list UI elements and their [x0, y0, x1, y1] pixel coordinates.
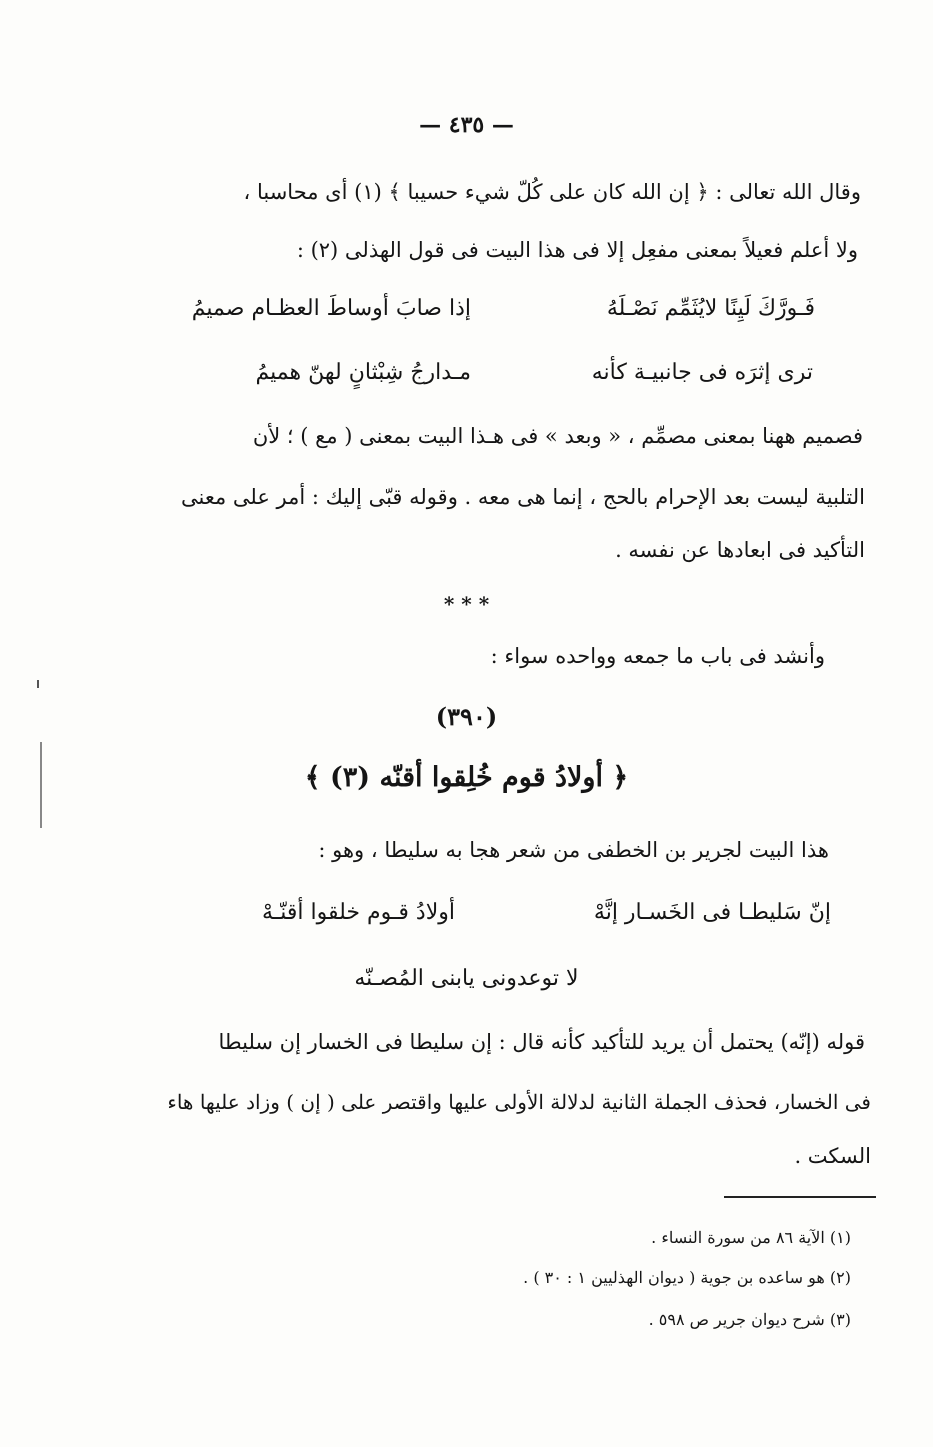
entry-number: (٣٩٠) [435, 702, 498, 731]
text-line-8: قوله (إنّه) يحتمل أن يريد للتأكيد كأنه قال : إن سليطا فى الخسار إن سليطا [218, 1030, 865, 1054]
footnote-2: (٢) هو ساعده بن جوية ( ديوان الهذليين ١ : ٣٠ ) . [523, 1268, 851, 1287]
verse-3-second-hemistich: أولادُ قـوم خلقوا أقنّـهْ [261, 900, 455, 925]
section-separator: * * * [443, 592, 490, 616]
text-line-10: السكت . [794, 1144, 871, 1168]
verse-2-second-hemistich: مـدارجُ شِبْثانٍ لهنّ هميمُ [255, 360, 471, 385]
text-line-5: التأكيد فى ابعادها عن نفسه . [615, 538, 865, 562]
footnote-divider [724, 1196, 876, 1198]
text-line-2: ولا أعلم فعيلاً بمعنى مفعِل إلا فى هذا البيت فى قول الهذلى (٢) : [296, 238, 858, 262]
scan-mark [40, 742, 42, 828]
text-line-4: التلبية ليست بعد الإحرام بالحج ، إنما هى معه . وقوله قبّى إليك : أمر على معنى [181, 485, 865, 509]
text-line-9: فى الخسار، فحذف الجملة الثانية لدلالة الأولى عليها واقتصر على ( إن ) وزاد عليها هاء [167, 1090, 871, 1114]
page-number: — ٤٣٥ — [419, 112, 514, 138]
verse-2-first-hemistich: ترى إثرَه فى جانبيـة كأنه [591, 360, 813, 385]
verse-4: لا توعدونى يابنى المُصـنّه [354, 966, 579, 991]
scan-mark [37, 680, 39, 688]
verse-1-second-hemistich: إذا صابَ أوساطَ العظـام صميمُ [191, 296, 471, 321]
text-line-3: فصميم ههنا بمعنى مصمِّم ، « وبعد » فى هـذا البيت بمعنى ( مع ) ؛ لأن [252, 424, 863, 448]
footnote-3: (٣) شرح ديوان جرير ص ٥٩٨ . [648, 1310, 851, 1329]
verse-1-first-hemistich: فَـورَّكَ لَيِنًا لايُثَمِّم نَصْـلَهُ [606, 296, 815, 321]
footnote-1: (١) الآية ٨٦ من سورة النساء . [651, 1228, 851, 1247]
text-line-1: وقال الله تعالى : ﴿ إن الله كان على كُلّ شيء حسيبا ﴾ (١) أى محاسبا ، [243, 180, 861, 204]
text-line-7: هذا البيت لجرير بن الخطفى من شعر هجا به سليطا ، وهو : [318, 838, 829, 862]
text-line-6: وأنشد فى باب ما جمعه وواحده سواء : [490, 644, 825, 668]
entry-title: ﴿ أولادُ قوم خُلِقوا أقنّه (٣) ﴾ [304, 762, 629, 793]
verse-3-first-hemistich: إنّ سَليطـا فى الخَسـار إنَّهْ [593, 900, 831, 925]
